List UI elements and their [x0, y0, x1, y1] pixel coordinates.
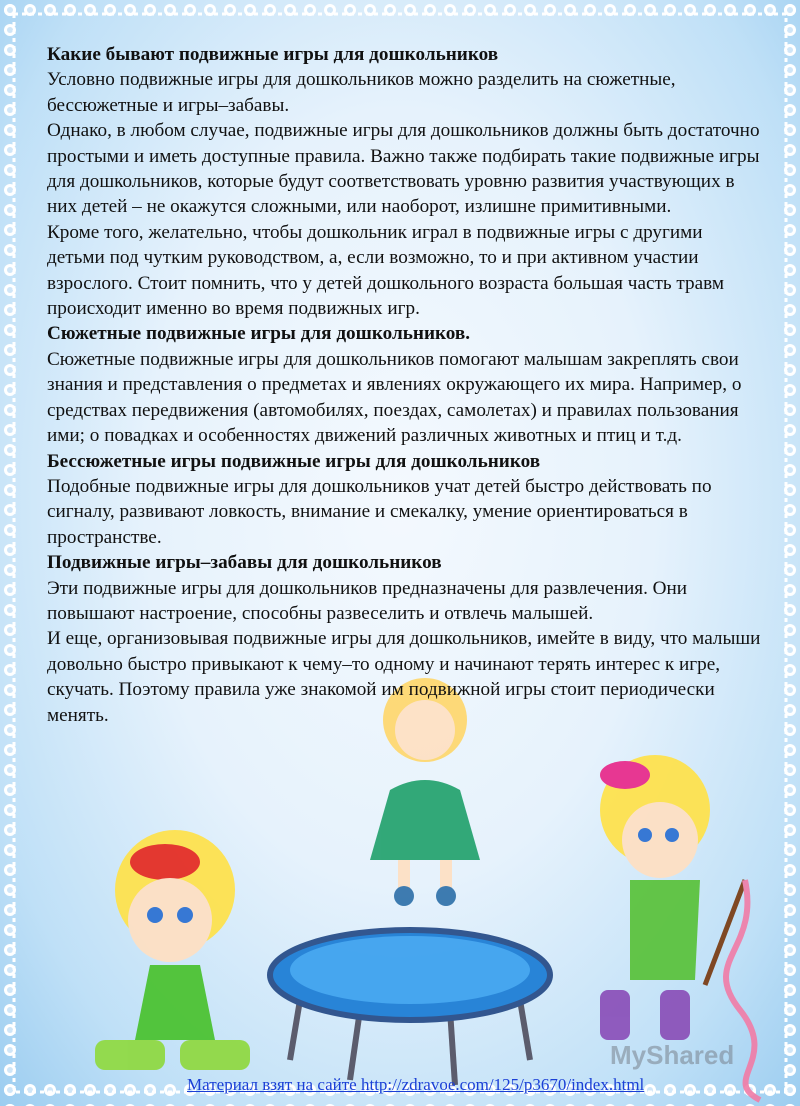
- trampoline: [270, 930, 550, 1085]
- paragraph: Эти подвижные игры для дошкольников предназначены для развлечения. Они повышают настроение, способны развеселить и отвлечь малышей.: [47, 577, 688, 624]
- article-text: [47, 42, 762, 728]
- heading-types-of-games: Какие бывают подвижные игры для дошкольников: [47, 44, 499, 65]
- heading-plotless-games: Бессюжетные игры подвижные игры для дошкольников: [47, 450, 541, 472]
- paragraph: Подобные подвижные игры для дошкольников учат детей быстро действовать по сигналу, развивают ловкость, внимание и смекалку, умение ориентироваться в пространстве.: [47, 475, 712, 548]
- heading-plot-games: Сюжетные подвижные игры для дошкольников.: [47, 323, 471, 345]
- heading-fun-games: Подвижные игры–забавы для дошкольников: [47, 552, 442, 574]
- paragraph: Условно подвижные игры для дошкольников можно разделить на сюжетные, бессюжетные и игры–забавы.: [47, 69, 676, 116]
- paragraph: Кроме того, желательно, чтобы дошкольник играл в подвижные игры с другими детьми под чутким руководством, а, если возможно, то и при активном участии взрослого. Стоит помнить, что у детей дошкольного возраста большая часть травм происходит именно во время подвижных игр.: [47, 221, 725, 320]
- myshared-watermark: MyShared: [610, 1040, 735, 1070]
- paragraph: Однако, в любом случае, подвижные игры для дошкольников должны быть достаточно простыми и иметь доступные правила. Важно также подбирать такие подвижные игры для дошкольников, которые будут соответствовать уровню развития участвующих в них детей – не окажутся сложными, или наоборот, излишне примитивными.: [47, 120, 760, 218]
- paragraph: И еще, организовывая подвижные игры для дошкольников, имейте в виду, что малыши довольно быстро привыкают к чему–то одному и начинают терять интерес к игре, скучать. Поэтому правила уже знакомой им подвижной игры стоит периодически менять.: [47, 628, 761, 726]
- source-link[interactable]: Материал взят на сайте http://zdravoe.com/125/p3670/index.html: [187, 1075, 645, 1094]
- sitting-girl: [95, 830, 250, 1070]
- paragraph: Сюжетные подвижные игры для дошкольников помогают малышам закреплять свои знания и представления о предметах и явлениях окружающего их мира. Например, о средствах передвижения (автомобилях, поездах, самолетах) и правилах пользования ими; о повадках и особенностях движений различных животных и птиц и т.д.: [47, 348, 742, 447]
